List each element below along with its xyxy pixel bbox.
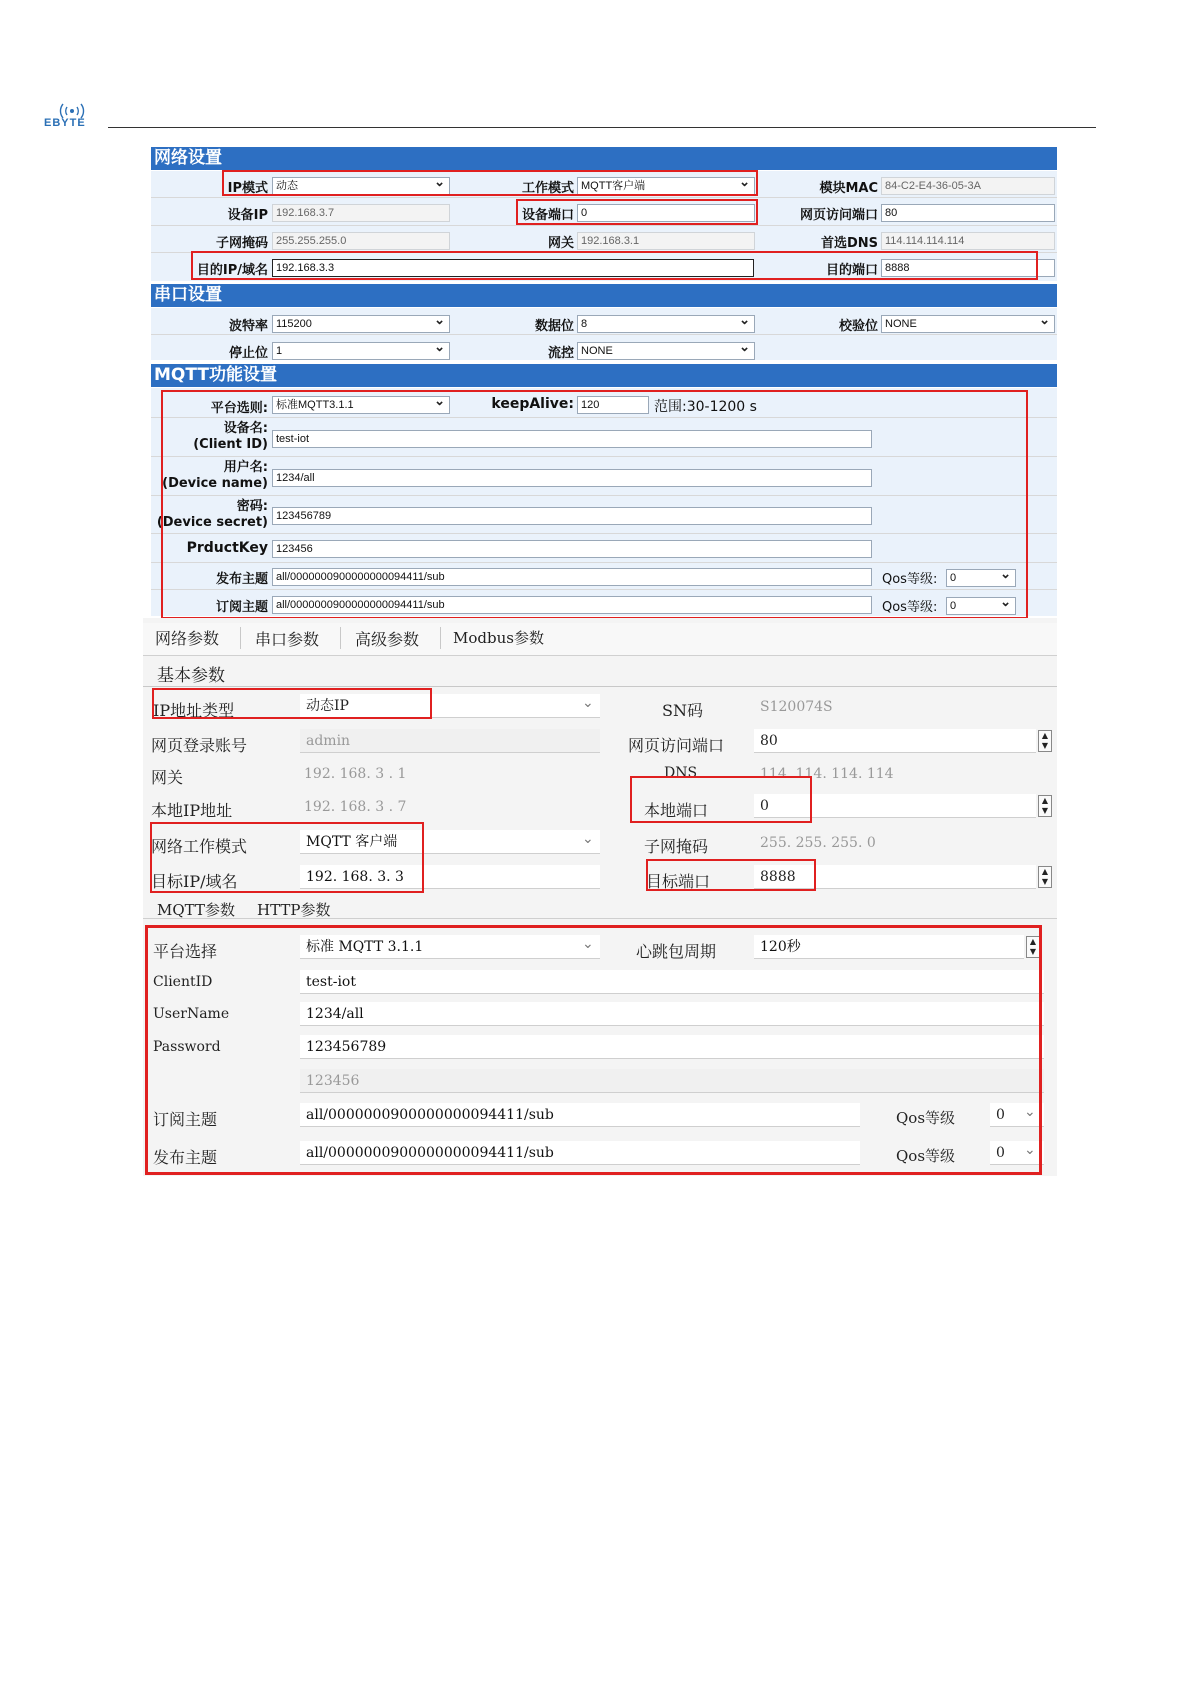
work-mode-select[interactable]: MQTT客户端 ⌄: [577, 177, 755, 195]
tab-http-params[interactable]: HTTP参数: [257, 901, 331, 919]
highlight-device-port: [516, 199, 758, 225]
web-port-spinner-icon[interactable]: ▲ ▼: [1038, 730, 1052, 752]
device-ip-field: 192.168.3.7: [272, 204, 450, 222]
lower-subscribe-field[interactable]: all/0000000900000000094411/sub: [300, 1103, 860, 1127]
gateway-label: 网关: [547, 236, 574, 251]
flow-control-select[interactable]: NONE ⌄: [577, 342, 755, 360]
lower-client-id-label: ClientID: [153, 974, 213, 990]
stop-bits-label: 停止位: [228, 346, 268, 361]
lower-target-port-label: 目标端口: [646, 872, 711, 891]
network-settings-title: 网络设置: [151, 147, 1057, 170]
web-login-field: admin: [300, 729, 600, 753]
publish-topic-field[interactable]: all/0000000900000000094411/sub: [272, 568, 872, 586]
chevron-down-icon: ⌄: [1024, 1142, 1036, 1158]
mqtt-platform-select[interactable]: 标准MQTT3.1.1 ⌄: [272, 396, 450, 414]
device-port-field[interactable]: 0: [577, 204, 755, 222]
tab-modbus-params[interactable]: Modbus参数: [453, 629, 544, 647]
subnet-field: 255.255.255.0: [272, 232, 450, 250]
publish-qos-select[interactable]: 0 ⌄: [946, 569, 1016, 587]
web-port-label: 网页访问端口: [799, 208, 878, 223]
web-port-field[interactable]: 80: [881, 204, 1055, 222]
lower-work-mode-label: 网络工作模式: [151, 837, 248, 856]
chevron-down-icon: ⌄: [582, 831, 594, 847]
keepalive-field[interactable]: 120: [577, 396, 649, 414]
lower-username-label: UserName: [153, 1006, 230, 1022]
mac-field: 84-C2-E4-36-05-3A: [881, 177, 1055, 195]
serial-settings-title: 串口设置: [151, 284, 1057, 307]
lower-work-mode-select[interactable]: MQTT 客户端: [300, 830, 600, 854]
lower-gateway-label: 网关: [151, 768, 184, 787]
username-field[interactable]: 1234/all: [272, 469, 872, 487]
password-label: 密码: (Device secret): [156, 499, 268, 530]
highlight-mqtt-settings: [161, 390, 1028, 619]
lower-username-field[interactable]: 1234/all: [300, 1002, 1044, 1026]
product-key-field[interactable]: 123456: [272, 540, 872, 558]
lower-password-field[interactable]: 123456789: [300, 1035, 1044, 1059]
tab-mqtt-params[interactable]: MQTT参数: [157, 901, 235, 919]
data-bits-select[interactable]: 8 ⌄: [577, 315, 755, 333]
ip-type-select[interactable]: 动态IP: [300, 694, 600, 718]
dns-field: 114.114.114.114: [881, 232, 1055, 250]
ip-type-label: IP地址类型: [153, 701, 235, 720]
lower-web-port-label: 网页访问端口: [628, 736, 725, 755]
lower-publish-label: 发布主题: [153, 1148, 218, 1167]
tab-advanced-params[interactable]: 高级参数: [355, 630, 420, 649]
tab-network-params[interactable]: 网络参数: [155, 629, 220, 648]
gateway-field: 192.168.3.1: [577, 232, 755, 250]
stop-bits-select[interactable]: 1 ⌄: [272, 342, 450, 360]
dns-label: 首选DNS: [820, 236, 878, 251]
username-label: 用户名: (Device name): [162, 460, 268, 491]
subscribe-topic-label: 订阅主题: [215, 600, 268, 615]
highlight-target-port: [646, 859, 816, 891]
subscribe-topic-field[interactable]: all/0000000900000000094411/sub: [272, 596, 872, 614]
heartbeat-field[interactable]: 120秒: [754, 935, 1024, 959]
heartbeat-spinner-icon[interactable]: ▲ ▼: [1026, 936, 1040, 958]
sn-value: S120074S: [760, 699, 833, 715]
lower-target-ip-field[interactable]: 192. 168. 3. 3: [300, 865, 600, 889]
highlight-local-port: [630, 776, 812, 823]
client-id-field[interactable]: test-iot: [272, 430, 872, 448]
header-divider: [108, 127, 1096, 128]
highlight-target-ip-port: [191, 251, 1038, 280]
baud-select[interactable]: 115200 ⌄: [272, 315, 450, 333]
heartbeat-label: 心跳包周期: [636, 942, 717, 961]
keepalive-range-note: 范围:30-1200 s: [654, 399, 757, 415]
lower-platform-select[interactable]: 标准 MQTT 3.1.1: [300, 935, 600, 959]
target-port-label: 目的端口: [825, 263, 878, 278]
work-mode-label: 工作模式: [521, 181, 574, 196]
chevron-down-icon: ⌄: [1024, 1104, 1036, 1120]
keepalive-label: keepAlive:: [491, 396, 574, 412]
chevron-down-icon: ⌄: [582, 936, 594, 952]
lower-subscribe-qos-label: Qos等级: [896, 1109, 956, 1127]
basic-params-title: 基本参数: [157, 666, 225, 686]
lower-client-id-field[interactable]: test-iot: [300, 970, 1044, 994]
device-port-label: 设备端口: [521, 208, 574, 223]
lower-publish-qos-label: Qos等级: [896, 1147, 956, 1165]
lower-gateway-value: 192. 168. 3 . 1: [304, 766, 407, 782]
brand-logo-text: EBYTE: [44, 117, 86, 129]
publish-topic-label: 发布主题: [215, 572, 268, 587]
highlight-work-mode-target-ip: [150, 822, 424, 893]
lower-publish-field[interactable]: all/0000000900000000094411/sub: [300, 1141, 860, 1165]
local-ip-value: 192. 168. 3 . 7: [304, 799, 407, 815]
baud-label: 波特率: [228, 319, 268, 334]
lower-subscribe-label: 订阅主题: [153, 1110, 218, 1129]
target-ip-label: 目的IP/域名: [196, 263, 268, 278]
lower-password-label: Password: [153, 1039, 221, 1055]
parity-label: 校验位: [838, 319, 878, 334]
password-field[interactable]: 123456789: [272, 507, 872, 525]
lower-subnet-label: 子网掩码: [644, 837, 709, 856]
publish-qos-label: Qos等级:: [882, 572, 938, 587]
lower-subscribe-qos-select[interactable]: 0: [990, 1103, 1044, 1127]
mac-label: 模块MAC: [819, 181, 878, 196]
lower-web-port-field[interactable]: 80: [754, 729, 1036, 753]
lower-dns-value: 114. 114. 114. 114: [760, 766, 894, 782]
highlight-ip-type: [152, 688, 432, 719]
local-port-spinner-icon[interactable]: ▲ ▼: [1038, 795, 1052, 817]
lower-publish-qos-select[interactable]: 0: [990, 1141, 1044, 1165]
target-ip-field[interactable]: 192.168.3.3: [272, 259, 754, 277]
local-ip-label: 本地IP地址: [151, 801, 233, 820]
subnet-label: 子网掩码: [215, 236, 268, 251]
mqtt-platform-label: 平台选则:: [210, 401, 268, 416]
lower-platform-label: 平台选择: [153, 942, 218, 961]
local-port-field[interactable]: 0: [754, 794, 1036, 818]
highlight-ip-work-mode: [222, 170, 758, 196]
product-key-label: PrductKey: [186, 540, 268, 556]
chevron-down-icon: ⌄: [582, 695, 594, 711]
sn-label: SN码: [662, 701, 703, 720]
lower-dns-label: DNS: [664, 765, 698, 781]
lower-subnet-value: 255. 255. 255. 0: [760, 835, 876, 851]
lower-product-key-field: 123456: [300, 1069, 1044, 1093]
web-login-label: 网页登录账号: [151, 736, 248, 755]
target-port-spinner-icon[interactable]: ▲ ▼: [1038, 866, 1052, 888]
tab-serial-params[interactable]: 串口参数: [255, 630, 320, 649]
mqtt-settings-title: MQTT功能设置: [151, 364, 1057, 387]
parity-select[interactable]: NONE ⌄: [881, 315, 1055, 333]
device-ip-label: 设备IP: [227, 208, 268, 223]
target-port-field[interactable]: 8888: [881, 259, 1055, 277]
data-bits-label: 数据位: [534, 319, 574, 334]
subscribe-qos-label: Qos等级:: [882, 600, 938, 615]
lower-target-ip-label: 目标IP/域名: [151, 872, 238, 891]
ip-mode-label: IP模式: [227, 181, 268, 196]
flow-control-label: 流控: [547, 346, 574, 361]
highlight-lower-mqtt-params: [145, 925, 1042, 1175]
client-id-label: 设备名: (Client ID): [193, 421, 268, 452]
lower-target-port-field[interactable]: 8888: [754, 865, 1036, 889]
subscribe-qos-select[interactable]: 0 ⌄: [946, 597, 1016, 615]
local-port-label: 本地端口: [644, 801, 709, 820]
ip-mode-select[interactable]: 动态 ⌄: [272, 177, 450, 195]
